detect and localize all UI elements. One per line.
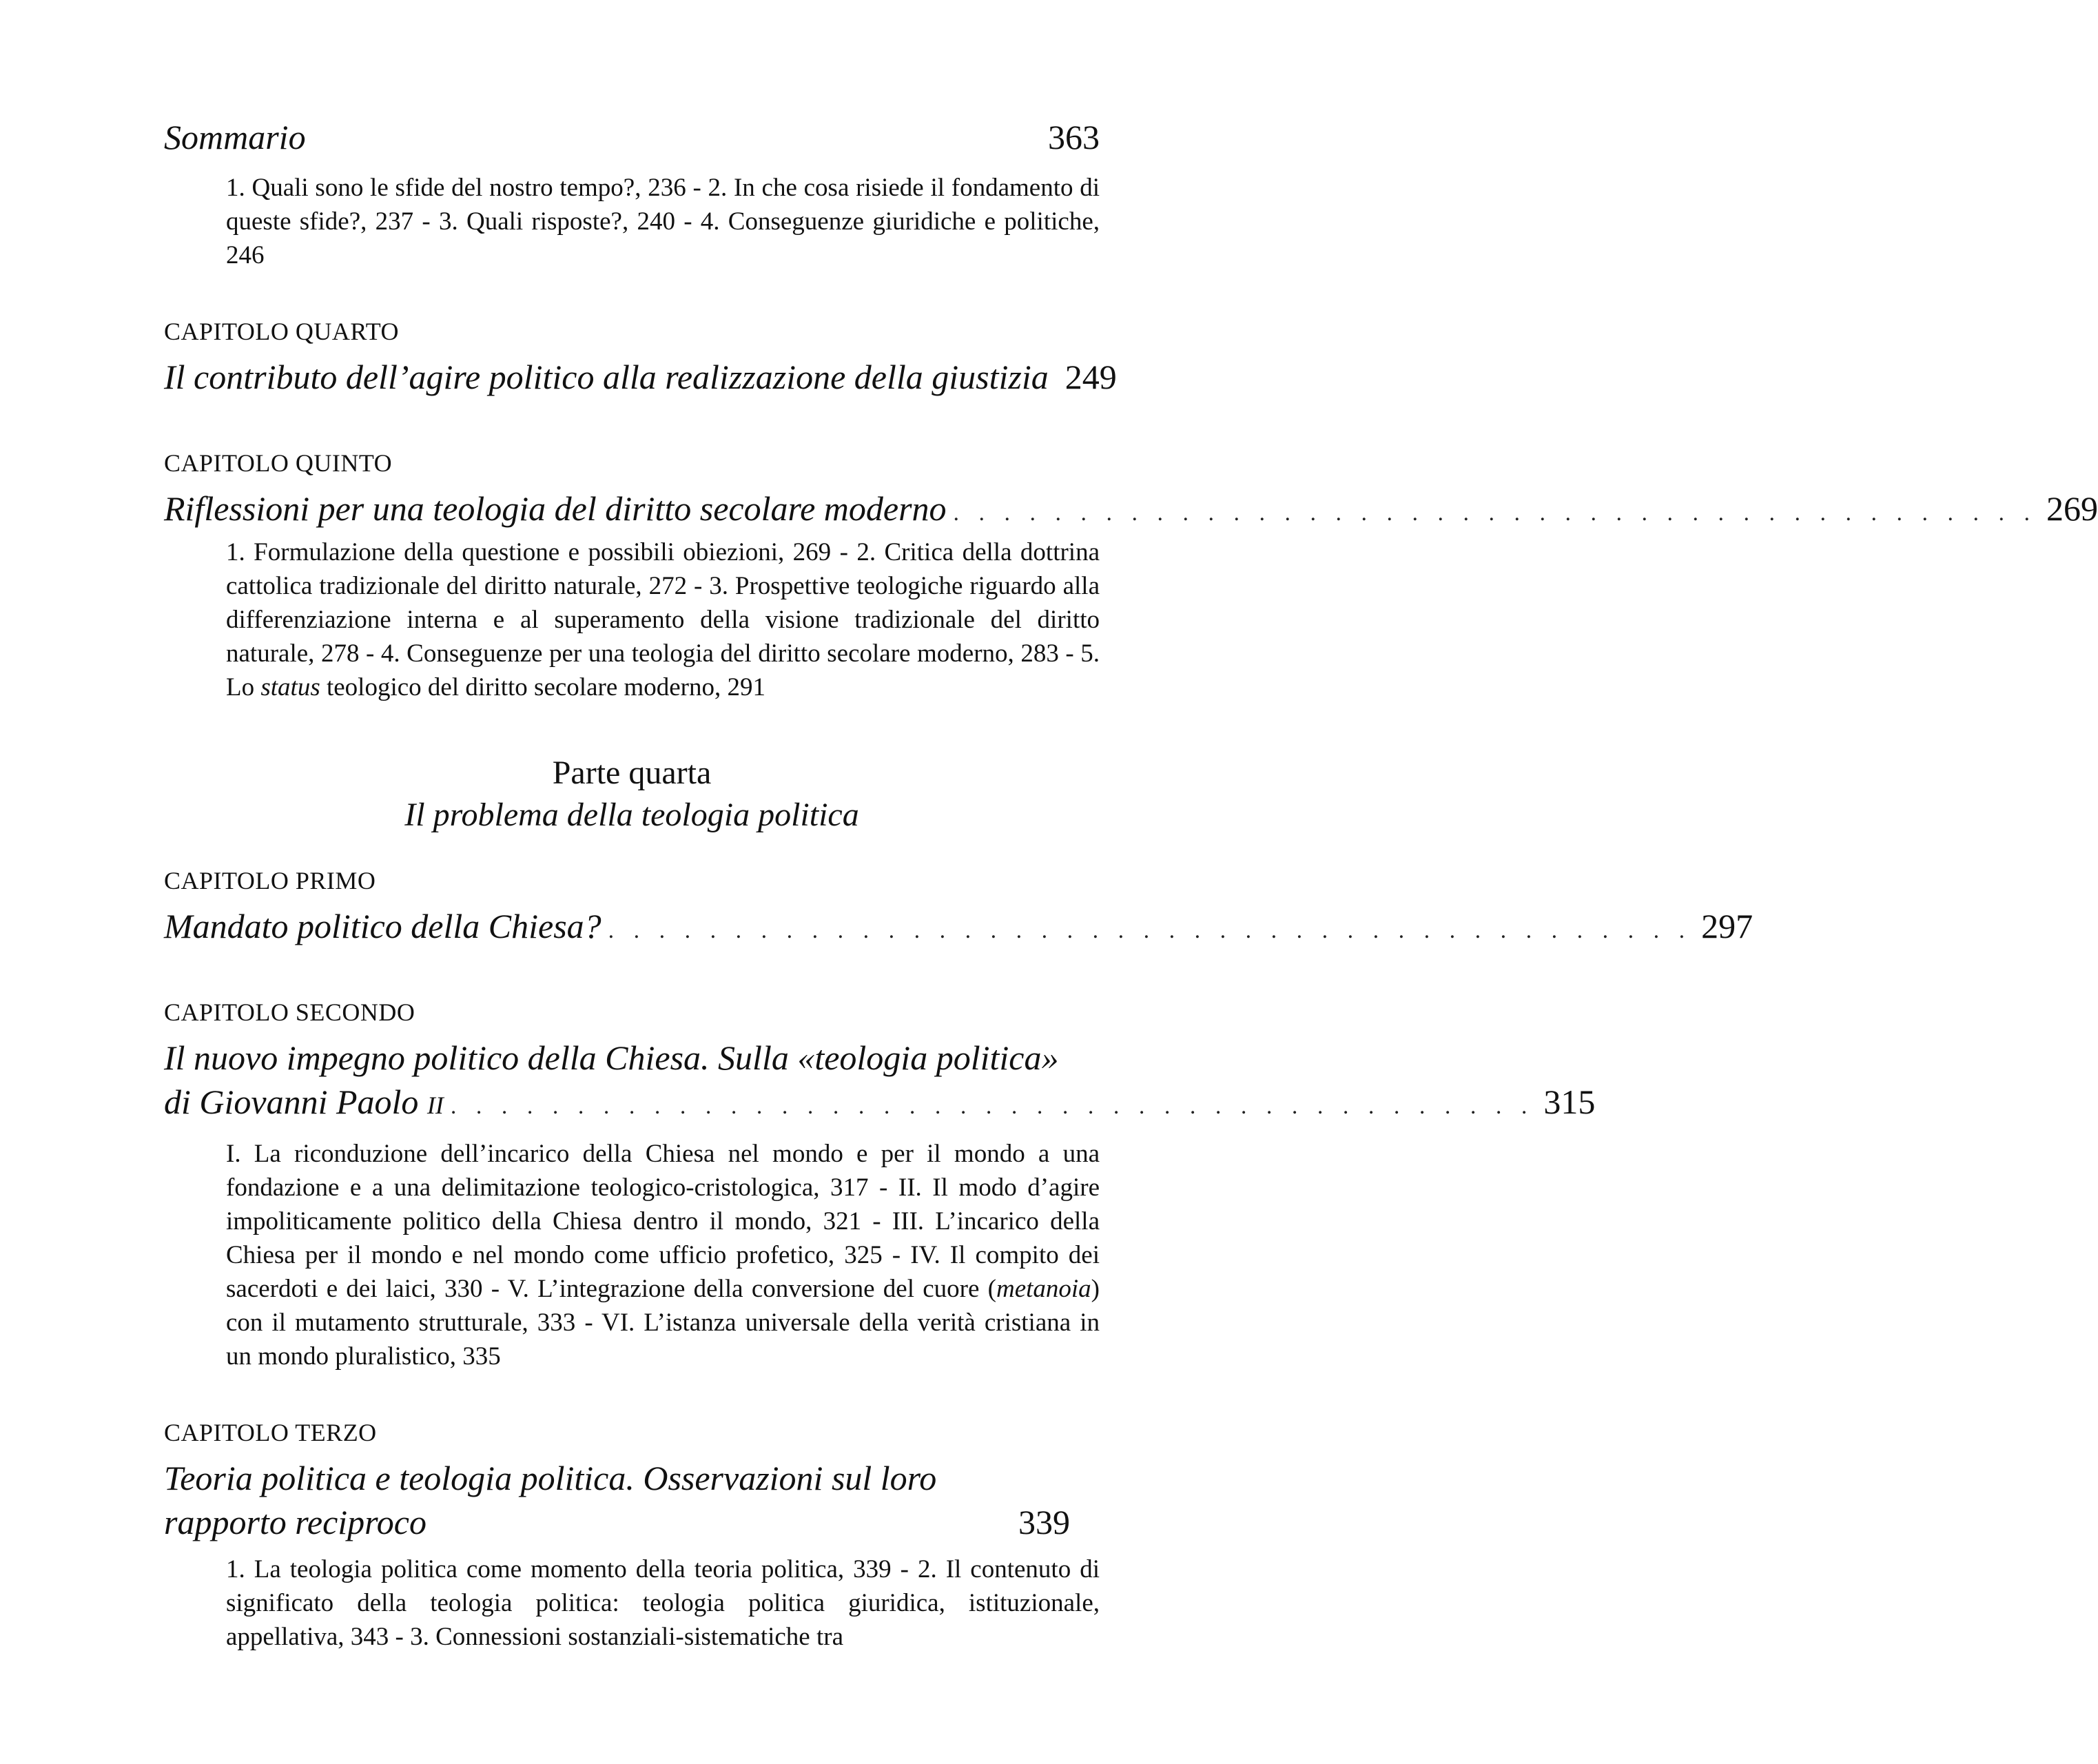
dot-leader: . . . . . . . . . . . . . . . . . . . . . . . . . . . . . . . . . . . . . . . . . . .: [953, 500, 2037, 526]
dot-leader: . . . . . . . . . . . . . . . . . . . . . . . . . . . . . . . . . . . . . . . . . . .: [608, 918, 1692, 943]
toc-entry[interactable]: [164, 355, 1117, 404]
part-title: Il problema della teologia politica: [404, 797, 859, 833]
title-text: di Giovanni Paolo: [164, 1083, 427, 1121]
intro-summary: 1. Quali sono le sfide del nostro tempo?, 236 - 2. In che cosa risiede il fondamento di queste sfide?, 237 - 3. Quali risposte?, 240 - 4. Conseguenze giuridiche e politiche, 246: [226, 174, 1100, 269]
toc-entry[interactable]: [164, 486, 2098, 535]
chapter-title: Riflessioni per una teologia del diritto secolare moderno: [164, 489, 947, 528]
dot-leader: . . . . . . . . . . . . . . . . . . . . . . . . . . . . . . . . . . . . . . . . . . .: [450, 1094, 1534, 1119]
page: [164, 117, 2098, 1654]
toc-entry[interactable]: [164, 904, 1754, 953]
toc-entry[interactable]: [164, 1456, 1100, 1544]
page-number: 363: [1048, 118, 1100, 156]
chapter-quinto: [164, 447, 2098, 704]
chapter-page: 249: [1065, 358, 1117, 396]
chapter-secondo: [164, 996, 1596, 1373]
summary-emphasis: status: [260, 673, 320, 701]
chapter-summary: [226, 535, 1100, 704]
chapter-title: Il contributo dell’agire politico alla realizzazione della giustizia: [164, 358, 1049, 396]
chapter-summary: [226, 1137, 1100, 1373]
chapter-title-line1: Il nuovo impegno politico della Chiesa. Sulla «teologia politica»: [164, 1038, 1059, 1077]
chapter-page: 339: [1018, 1503, 1070, 1541]
chapter-summary: 1. La teologia politica come momento della teoria politica, 339 - 2. Il contenuto di significato della teologia politica: teologia politica giuridica, istituzionale, appellativa, 343 - 3. Connessioni sostanziali-sistematiche tra: [226, 1555, 1100, 1651]
chapter-page: 297: [1701, 907, 1754, 945]
chapter-title: Mandato politico della Chiesa?: [164, 907, 601, 945]
summary-text: I. La riconduzione dell’incarico della Chiesa nel mondo e per il mondo a una fondazione e a una delimitazione teologico-cristologica, 317 - II. Il modo d’agire impoliticamente politico della Chiesa dentro il mondo, 321 - III. L’incarico della Chiesa per il mondo e nel mondo come ufficio profetico, 325 - IV. Il compito dei sacerdoti e dei laici, 330 - V. L’integrazione della conversione del cuore (: [226, 1140, 1100, 1303]
chapter-label: CAPITOLO QUINTO: [164, 449, 393, 477]
running-title: Sommario: [164, 118, 306, 156]
summary-text: 1. Formulazione della questione e possibili obiezioni, 269 - 2. Critica della dottrina cattolica tradizionale del diritto naturale, 272 - 3. Prospettive teologiche riguardo alla differenziazione interna e al superamento della visione tradizionale del diritto naturale, 278 - 4. Conseguenze per una teologia del diritto secolare moderno, 283 - 5. Lo: [226, 538, 1100, 701]
summary-text: ) con il mutamento strutturale, 333 - VI. L’istanza universale della verità cristiana in un mondo pluralistico, 335: [226, 1275, 1100, 1371]
part-heading: [164, 752, 1100, 837]
chapter-title-line2: [164, 1080, 444, 1127]
chapter-label: CAPITOLO QUARTO: [164, 318, 400, 345]
part-label: Parte quarta: [552, 755, 712, 791]
chapter-quarto: [164, 315, 1117, 404]
chapter-terzo: [164, 1416, 1100, 1654]
title-small-caps: II: [426, 1091, 444, 1119]
running-head: [164, 117, 1100, 171]
summary-emphasis: metanoia: [996, 1275, 1091, 1303]
chapter-label: CAPITOLO TERZO: [164, 1419, 377, 1446]
chapter-primo: [164, 864, 1754, 953]
chapter-label: CAPITOLO SECONDO: [164, 998, 415, 1026]
chapter-title: Teoria politica e teologia politica. Osservazioni sul loro rapporto reciproco: [164, 1459, 937, 1541]
toc-entry[interactable]: [164, 1080, 1596, 1129]
chapter-page: 269: [2046, 489, 2098, 528]
summary-text: teologico del diritto secolare moderno, 291: [320, 673, 766, 701]
chapter-label: CAPITOLO PRIMO: [164, 867, 376, 894]
chapter-page: 315: [1543, 1083, 1596, 1121]
